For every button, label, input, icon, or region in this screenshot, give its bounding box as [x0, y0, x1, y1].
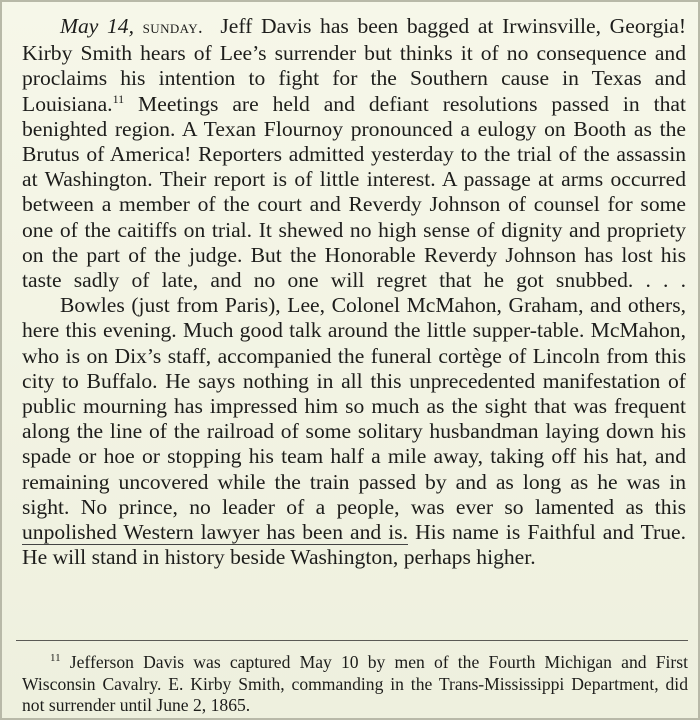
paragraph-1-text-a: Jeff Davis has been bagged at Irwinsville, Georgia! Kirby Smith hears of Lee’s surrender but thinks it of no consequence and proclaims his intention to fight for the Southern cause in Texas and Louisiana.: [22, 14, 687, 116]
paragraph-2-text-b: His name is Faithful and True. He will stand in history beside Washington, perhaps higher.: [22, 520, 686, 570]
paragraph-2: [22, 293, 686, 570]
diary-entry: [22, 14, 686, 570]
footnote-number: 11: [50, 652, 61, 665]
paragraph-1: [22, 14, 686, 293]
paragraph-2-text-a: Bowles (just from Paris), Lee, Colonel McMahon, Graham, and others, here this evening. Much good talk around the little supper-table. McMahon, who is on Dix’s staff, accompanied the funeral cortège of Lincoln from this city to Buffalo. He says nothing in all this unprecedented manifestation of public mourning has impressed him so much as the sight that was frequent along the line of the railroad of some solitary husbandman laying down his spade or hoe or stopping his team half a mile away, taking off his hat, and remaining uncovered while the train passed by and as long as he was in sight. No prince, no leader of a people, was ever so lamented as this: [22, 293, 686, 519]
underlined-phrase: unpolished Western lawyer has been and is.: [22, 520, 409, 545]
footnote: [22, 652, 688, 717]
entry-date: May 14,: [60, 14, 135, 38]
paragraph-1-text-b: Meetings are held and defiant resolutions passed in that benighted region. A Texan Flournoy pronounced a eulogy on Booth as the Brutus of America! Reporters admitted yesterday to the trial of the assassin at Washington. Their report is of little interest. A passage at arms occurred between a member of the court and Reverdy Johnson of counsel for some one of the caitiffs on trial. It shewed no high sense of dignity and propriety on the part of the judge. But the Honorable Reverdy Johnson has lost his taste sadly of late, and no one will regret that he got snubbed. . . .: [22, 91, 686, 293]
footnote-divider: [16, 640, 688, 641]
footnote-reference: 11: [112, 91, 125, 106]
footnote-text: Jefferson Davis was captured May 10 by men of the Fourth Michigan and First Wisconsin Cavalry. E. Kirby Smith, commanding in the Trans-Mississippi Department, did not surrender until June 2, 1865.: [22, 652, 688, 715]
entry-day: sunday.: [142, 18, 204, 38]
